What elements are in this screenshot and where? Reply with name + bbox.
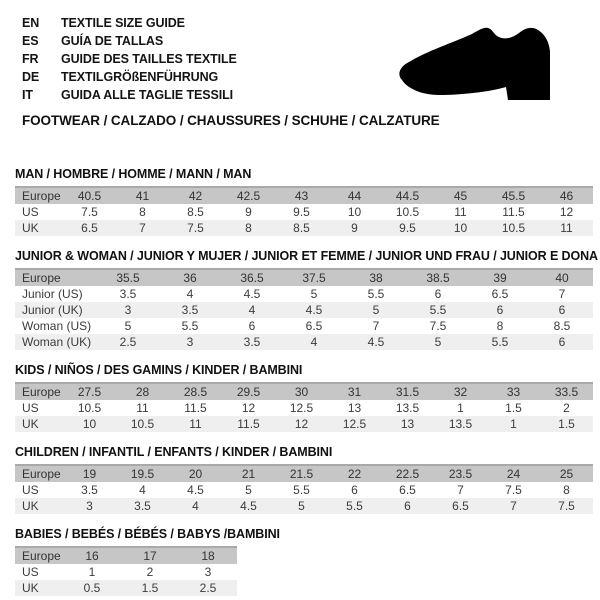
table-title: JUNIOR & WOMAN / JUNIOR Y MUJER / JUNIOR ET FEMME / JUNIOR UND FRAU / JUNIOR E DONA xyxy=(15,249,598,263)
size-cell: 12 xyxy=(559,205,574,219)
language-code: IT xyxy=(22,88,33,102)
size-cell: 5.5 xyxy=(181,319,199,333)
table-row xyxy=(15,269,593,286)
language-label: TEXTILE SIZE GUIDE xyxy=(61,16,185,30)
size-table-section xyxy=(15,445,600,514)
size-cell: 19 xyxy=(63,465,116,482)
size-cell: 38 xyxy=(345,269,407,286)
size-cell: 3.5 xyxy=(116,498,169,514)
row-label: US xyxy=(22,565,39,579)
table-row xyxy=(15,204,593,220)
size-cell: 5 xyxy=(275,498,328,514)
size-cell: 3 xyxy=(97,302,159,318)
size-table xyxy=(15,186,593,236)
table-row xyxy=(15,416,593,432)
size-cell: 40.5 xyxy=(63,187,116,204)
size-cell: 19.5 xyxy=(116,465,169,482)
language-label: GUÍA DE TALLAS xyxy=(61,34,164,48)
size-cell: 10.5 xyxy=(487,220,540,236)
row-label: Europe xyxy=(15,269,97,286)
size-cell: 5.5 xyxy=(293,483,310,497)
size-cell: 1.5 xyxy=(540,416,593,432)
size-cell: 24 xyxy=(487,465,540,482)
size-cell: 41 xyxy=(116,187,169,204)
size-cell: 3 xyxy=(204,565,212,579)
size-cell: 10.5 xyxy=(77,401,102,415)
size-cell: 13 xyxy=(381,416,434,432)
size-table-section xyxy=(15,167,600,236)
size-cell: 40 xyxy=(531,269,593,286)
size-cell: 5 xyxy=(345,302,407,318)
size-cell: 4.5 xyxy=(187,483,204,497)
size-cell: 17 xyxy=(121,547,179,564)
size-cell: 8 xyxy=(496,319,504,333)
size-cell: 21.5 xyxy=(275,465,328,482)
size-cell: 38.5 xyxy=(407,269,469,286)
table-row xyxy=(15,286,593,302)
table-row xyxy=(15,498,593,514)
size-cell: 37.5 xyxy=(283,269,345,286)
row-label: UK xyxy=(15,580,63,596)
language-code: DE xyxy=(22,70,40,84)
size-cell: 23.5 xyxy=(434,465,487,482)
row-label: UK xyxy=(15,498,63,514)
size-cell: 8 xyxy=(563,483,570,497)
size-cell: 35.5 xyxy=(97,269,159,286)
row-label: Woman (UK) xyxy=(15,334,97,350)
size-cell: 16 xyxy=(63,547,121,564)
table-title: MAN / HOMBRE / HOMME / MANN / MAN xyxy=(15,167,252,181)
size-table-section xyxy=(15,527,600,596)
size-table xyxy=(15,268,593,350)
table-row xyxy=(15,580,237,596)
size-cell: 4.5 xyxy=(243,287,261,301)
table-title: KIDS / NIÑOS / DES GAMINS / KINDER / BAMBINI xyxy=(15,363,303,377)
size-table xyxy=(15,464,593,514)
size-cell: 11 xyxy=(136,401,149,415)
size-cell: 32 xyxy=(434,383,487,400)
size-cell: 31.5 xyxy=(381,383,434,400)
size-cell: 1.5 xyxy=(505,401,522,415)
size-cell: 33.5 xyxy=(540,383,593,400)
size-cell: 6 xyxy=(248,319,256,333)
language-code: EN xyxy=(22,16,40,30)
size-cell: 12.5 xyxy=(328,416,381,432)
row-label: Woman (US) xyxy=(22,319,92,333)
size-cell: 9.5 xyxy=(381,220,434,236)
size-cell: 9 xyxy=(245,205,252,219)
size-cell: 11.5 xyxy=(502,205,525,219)
size-cell: 8.5 xyxy=(553,319,571,333)
table-row xyxy=(15,400,593,416)
row-label: UK xyxy=(15,416,63,432)
size-cell: 28 xyxy=(116,383,169,400)
size-cell: 6 xyxy=(531,334,593,350)
size-cell: 5 xyxy=(124,319,132,333)
size-cell: 36.5 xyxy=(221,269,283,286)
row-label: US xyxy=(22,483,39,497)
table-row xyxy=(15,334,593,350)
size-cell: 44.5 xyxy=(381,187,434,204)
row-label: Europe xyxy=(15,383,63,400)
size-cell: 6.5 xyxy=(305,319,323,333)
size-table xyxy=(15,382,593,432)
table-row xyxy=(15,465,593,482)
size-cell: 13.5 xyxy=(395,401,420,415)
table-row xyxy=(15,220,593,236)
size-cell: 43 xyxy=(275,187,328,204)
size-cell: 7 xyxy=(372,319,380,333)
size-cell: 6.5 xyxy=(491,287,509,301)
size-cell: 5 xyxy=(245,483,252,497)
row-label: Europe xyxy=(15,187,63,204)
size-cell: 5.5 xyxy=(328,498,381,514)
language-label: GUIDE DES TAILLES TEXTILE xyxy=(61,52,237,66)
size-cell: 28.5 xyxy=(169,383,222,400)
row-label: Europe xyxy=(15,465,63,482)
row-label: US xyxy=(22,401,39,415)
size-cell: 8 xyxy=(139,205,146,219)
table-row xyxy=(15,564,237,580)
size-cell: 7 xyxy=(558,287,566,301)
size-cell: 4 xyxy=(169,498,222,514)
size-cell: 29.5 xyxy=(222,383,275,400)
size-cell: 10.5 xyxy=(116,416,169,432)
size-cell: 1 xyxy=(88,565,96,579)
language-label: TEXTILGRÖßENFÜHRUNG xyxy=(61,70,219,84)
size-cell: 6 xyxy=(351,483,358,497)
size-cell: 1 xyxy=(457,401,464,415)
size-cell: 36 xyxy=(159,269,221,286)
size-cell: 11 xyxy=(169,416,222,432)
size-cell: 27.5 xyxy=(63,383,116,400)
size-cell: 31 xyxy=(328,383,381,400)
table-row xyxy=(15,318,593,334)
language-code: ES xyxy=(22,34,39,48)
size-cell: 10 xyxy=(63,416,116,432)
size-cell: 7 xyxy=(116,220,169,236)
size-cell: 2 xyxy=(563,401,570,415)
size-cell: 3 xyxy=(159,334,221,350)
size-cell: 0.5 xyxy=(63,580,121,596)
size-cell: 11 xyxy=(540,220,593,236)
size-cell: 42.5 xyxy=(222,187,275,204)
size-cell: 22 xyxy=(328,465,381,482)
size-cell: 5 xyxy=(407,334,469,350)
size-cell: 7.5 xyxy=(540,498,593,514)
size-cell: 11.5 xyxy=(222,416,275,432)
size-cell: 5.5 xyxy=(367,287,385,301)
size-cell: 10.5 xyxy=(395,205,420,219)
size-cell: 7.5 xyxy=(169,220,222,236)
size-cell: 10 xyxy=(347,205,362,219)
size-cell: 25 xyxy=(540,465,593,482)
size-cell: 4 xyxy=(139,483,146,497)
size-cell: 44 xyxy=(328,187,381,204)
size-cell: 4.5 xyxy=(283,302,345,318)
table-row xyxy=(15,302,593,318)
size-cell: 8 xyxy=(222,220,275,236)
row-label: Junior (US) xyxy=(22,287,83,301)
size-cell: 11.5 xyxy=(184,401,207,415)
size-cell: 20 xyxy=(169,465,222,482)
row-label: Junior (UK) xyxy=(15,302,97,318)
language-code: FR xyxy=(22,52,39,66)
size-cell: 13.5 xyxy=(434,416,487,432)
table-title: BABIES / BEBÉS / BÉBÉS / BABYS /BAMBINI xyxy=(15,527,280,541)
size-cell: 3.5 xyxy=(221,334,283,350)
size-cell: 6.5 xyxy=(63,220,116,236)
size-cell: 10 xyxy=(434,220,487,236)
size-cell: 7 xyxy=(487,498,540,514)
size-cell: 39 xyxy=(469,269,531,286)
size-cell: 7 xyxy=(457,483,464,497)
table-row xyxy=(15,383,593,400)
size-cell: 4 xyxy=(283,334,345,350)
size-cell: 33 xyxy=(487,383,540,400)
size-cell: 9.5 xyxy=(293,205,310,219)
size-cell: 6 xyxy=(531,302,593,318)
size-table-section xyxy=(15,249,600,350)
size-cell: 1.5 xyxy=(121,580,179,596)
size-table xyxy=(15,546,237,596)
category-title: FOOTWEAR / CALZADO / CHAUSSURES / SCHUHE / CALZATURE xyxy=(22,113,440,128)
size-cell: 45.5 xyxy=(487,187,540,204)
language-label: GUIDA ALLE TAGLIE TESSILI xyxy=(61,88,234,102)
size-cell: 8.5 xyxy=(275,220,328,236)
size-cell: 13 xyxy=(347,401,362,415)
size-cell: 6.5 xyxy=(434,498,487,514)
size-cell: 1 xyxy=(487,416,540,432)
size-cell: 9 xyxy=(328,220,381,236)
size-cell: 42 xyxy=(169,187,222,204)
size-cell: 4 xyxy=(186,287,194,301)
size-cell: 4 xyxy=(221,302,283,318)
size-cell: 3.5 xyxy=(119,287,137,301)
size-cell: 6 xyxy=(469,302,531,318)
size-cell: 12.5 xyxy=(289,401,314,415)
size-cell: 8.5 xyxy=(187,205,204,219)
size-cell: 46 xyxy=(540,187,593,204)
size-cell: 2 xyxy=(146,565,154,579)
size-cell: 5.5 xyxy=(407,302,469,318)
size-cell: 3 xyxy=(63,498,116,514)
size-cell: 2.5 xyxy=(97,334,159,350)
table-row xyxy=(15,547,237,564)
size-cell: 12 xyxy=(275,416,328,432)
size-cell: 21 xyxy=(222,465,275,482)
size-cell: 18 xyxy=(179,547,237,564)
size-cell: 45 xyxy=(434,187,487,204)
size-cell: 6 xyxy=(381,498,434,514)
size-cell: 2.5 xyxy=(179,580,237,596)
size-cell: 7.5 xyxy=(429,319,447,333)
size-tables xyxy=(15,167,600,596)
row-label: UK xyxy=(15,220,63,236)
size-cell: 11 xyxy=(454,205,467,219)
table-row xyxy=(15,187,593,204)
size-cell: 3.5 xyxy=(159,302,221,318)
table-row xyxy=(15,482,593,498)
size-cell: 4.5 xyxy=(222,498,275,514)
size-cell: 4.5 xyxy=(345,334,407,350)
row-label: US xyxy=(22,205,39,219)
size-cell: 6 xyxy=(434,287,442,301)
shoe-icon xyxy=(392,22,580,106)
size-cell: 30 xyxy=(275,383,328,400)
size-cell: 7.5 xyxy=(81,205,98,219)
size-cell: 22.5 xyxy=(381,465,434,482)
size-cell: 5.5 xyxy=(469,334,531,350)
table-title: CHILDREN / INFANTIL / ENFANTS / KINDER / BAMBINI xyxy=(15,445,333,459)
size-cell: 6.5 xyxy=(399,483,416,497)
size-cell: 5 xyxy=(310,287,318,301)
size-cell: 3.5 xyxy=(81,483,98,497)
size-cell: 7.5 xyxy=(505,483,522,497)
size-cell: 12 xyxy=(241,401,256,415)
row-label: Europe xyxy=(15,547,63,564)
size-table-section xyxy=(15,363,600,432)
